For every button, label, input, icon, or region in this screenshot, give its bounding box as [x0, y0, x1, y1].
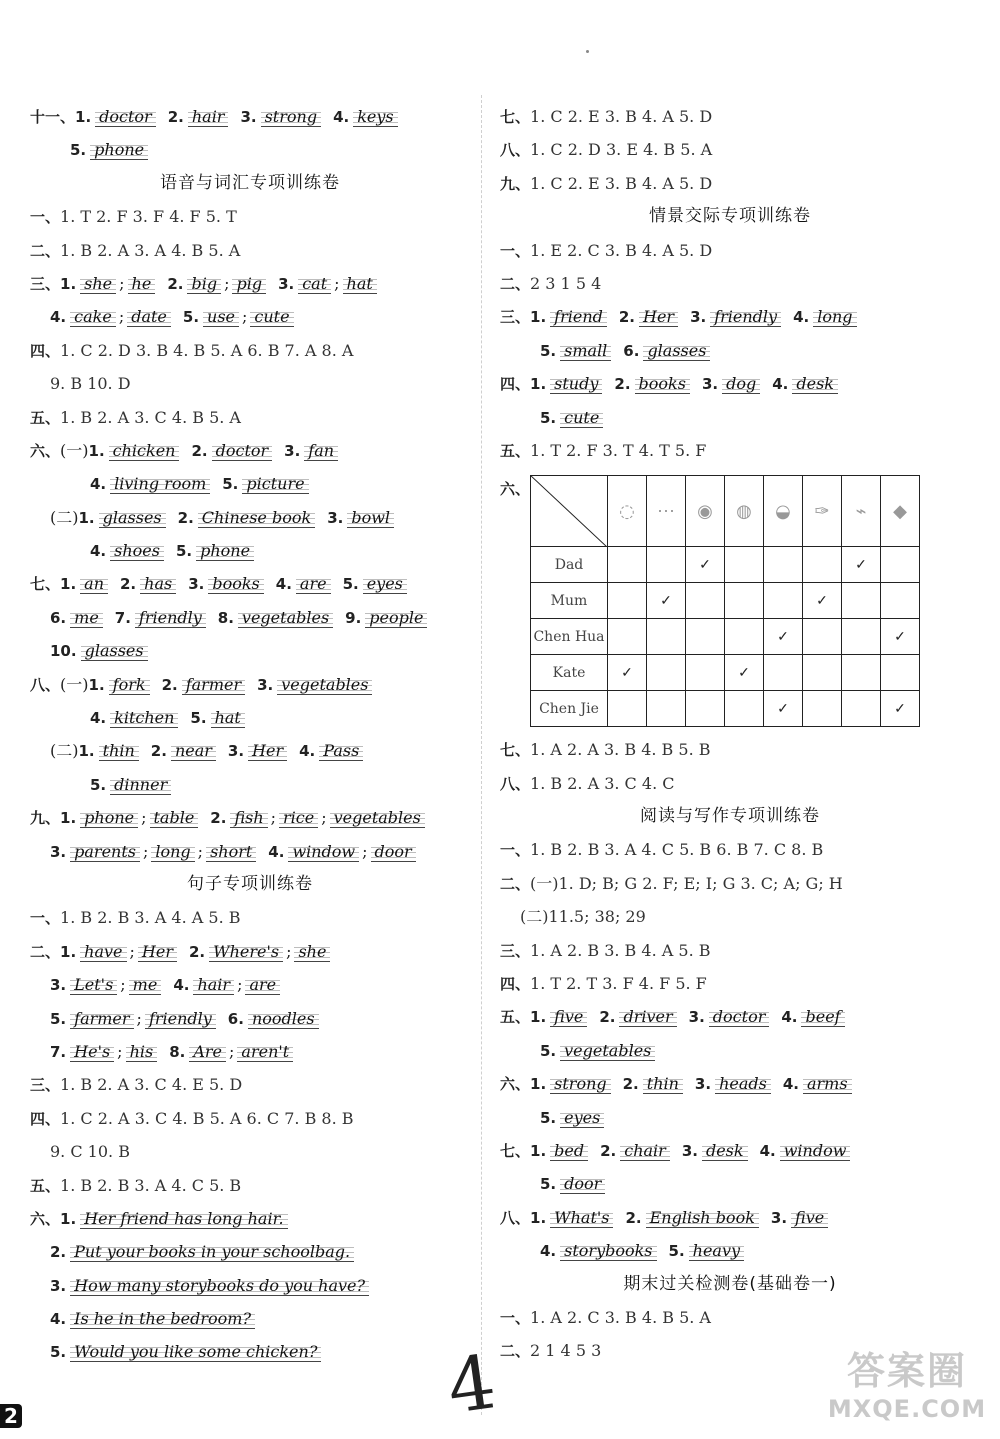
- column-divider: [481, 95, 482, 1415]
- answer-line: 四、1. C 2. A 3. C 4. B 5. A 6. C 7. B 8. B: [30, 1108, 354, 1128]
- answer-line: 八、1. B 2. A 3. C 4. C: [500, 773, 675, 793]
- answer-line: 一、1. B 2. B 3. A 4. A 5. B: [30, 908, 241, 928]
- header-corner-cell: [531, 476, 608, 547]
- answer-line: 二、(一)1. D; B; G 2. F; E; I; G 3. C; A; G; H: [500, 873, 843, 893]
- check-cell: ✓: [725, 655, 764, 691]
- right-column: [500, 100, 960, 1368]
- check-cell: ✓: [764, 619, 803, 655]
- answer-line: 七、1. A 2. A 3. B 4. B 5. B: [500, 740, 711, 760]
- check-cell: [764, 583, 803, 619]
- answer-line: 9. B 10. D: [50, 374, 131, 394]
- check-cell: [764, 655, 803, 691]
- answer-line: 四、1. T 2. T 3. F 4. F 5. F: [500, 974, 707, 994]
- check-cell: [686, 655, 725, 691]
- speck: [586, 50, 589, 53]
- check-cell: ✓: [764, 691, 803, 727]
- answer-line: (二)1. thin 2. near 3. Her 4. Pass: [30, 734, 470, 767]
- section-title: 阅读与写作专项训练卷: [640, 806, 820, 827]
- food-preference-table: [530, 475, 920, 727]
- check-cell: [647, 547, 686, 583]
- answer-line: 4. Is he in the bedroom?: [30, 1302, 470, 1335]
- answer-line: 四、1. study 2. books 3. dog 4. desk: [500, 367, 960, 400]
- answer-line: 七、1. bed 2. chair 3. desk 4. window: [500, 1134, 960, 1167]
- answer-line: 一、1. E 2. C 3. B 4. A 5. D: [500, 240, 713, 260]
- table-row: [531, 655, 920, 691]
- check-cell: [803, 655, 842, 691]
- answer-line: 5. Would you like some chicken?: [30, 1335, 470, 1368]
- row-label: Chen Hua: [531, 619, 608, 655]
- answer-line: 5. farmer ; friendly 6. noodles: [30, 1002, 470, 1035]
- check-cell: [881, 583, 920, 619]
- answer-line: 九、1. phone ; table 2. fish ; rice ; vegetables: [30, 801, 470, 834]
- food-icon: ◆: [881, 476, 920, 547]
- row-label: Kate: [531, 655, 608, 691]
- answer-line: 4. living room 5. picture: [30, 467, 470, 500]
- answer-line: 3. How many storybooks do you have?: [30, 1269, 470, 1302]
- answer-line: 一、1. A 2. C 3. B 4. B 5. A: [500, 1307, 711, 1327]
- answer-line: 4. cake ; date 5. use ; cute: [30, 300, 470, 333]
- food-icon: ◌: [608, 476, 647, 547]
- check-cell: [881, 655, 920, 691]
- check-cell: [725, 547, 764, 583]
- answer-line: 5. phone: [30, 133, 470, 166]
- check-cell: ✓: [842, 547, 881, 583]
- left-column: [30, 100, 470, 1369]
- answer-line: 三、1. B 2. A 3. C 4. E 5. D: [30, 1075, 243, 1095]
- check-cell: [842, 619, 881, 655]
- food-icon: ⋯: [647, 476, 686, 547]
- section-title: 句子专项训练卷: [187, 873, 313, 894]
- table-row: [531, 547, 920, 583]
- check-cell: [881, 547, 920, 583]
- answer-line: 一、1. B 2. B 3. A 4. C 5. B 6. B 7. C 8. B: [500, 840, 824, 860]
- food-icon: ◉: [686, 476, 725, 547]
- table-row: [531, 583, 920, 619]
- section-label-six: 六、: [500, 480, 531, 498]
- answer-line: 一、1. T 2. F 3. F 4. F 5. T: [30, 207, 237, 227]
- answer-line: 八、1. What's 2. English book 3. five: [500, 1201, 960, 1234]
- row-label: Mum: [531, 583, 608, 619]
- answer-line: 四、1. C 2. D 3. B 4. B 5. A 6. B 7. A 8. A: [30, 340, 354, 360]
- check-cell: ✓: [647, 583, 686, 619]
- answer-line: 二、2 1 4 5 3: [500, 1341, 602, 1361]
- answer-line: 5. small 6. glasses: [500, 334, 960, 367]
- check-cell: [608, 547, 647, 583]
- answer-line: (二)11.5; 38; 29: [520, 907, 646, 927]
- answer-line: 五、1. B 2. B 3. A 4. C 5. B: [30, 1175, 242, 1195]
- answer-line: 二、2 3 1 5 4: [500, 273, 602, 293]
- row-label: Chen Jie: [531, 691, 608, 727]
- page-number: 2: [0, 1404, 22, 1428]
- check-cell: ✓: [803, 583, 842, 619]
- check-cell: [842, 655, 881, 691]
- answer-line: 2. Put your books in your schoolbag.: [30, 1235, 470, 1268]
- answer-line: 5. vegetables: [500, 1034, 960, 1067]
- answer-line: 七、1. an 2. has 3. books 4. are 5. eyes: [30, 567, 470, 600]
- answer-line: 10. glasses: [30, 634, 470, 667]
- check-cell: [725, 583, 764, 619]
- check-cell: [803, 547, 842, 583]
- answer-line: 三、1. she ; he 2. big ; pig 3. cat ; hat: [30, 267, 470, 300]
- watermark-logo: 答案圈 MXQE.COM: [827, 1349, 987, 1423]
- check-cell: ✓: [686, 547, 725, 583]
- check-cell: [686, 691, 725, 727]
- check-cell: [842, 691, 881, 727]
- answer-line: 五、1. B 2. A 3. C 4. B 5. A: [30, 407, 241, 427]
- check-cell: [608, 691, 647, 727]
- answer-line: 5. dinner: [30, 768, 470, 801]
- answer-line: 五、1. five 2. driver 3. doctor 4. beef: [500, 1000, 960, 1033]
- check-cell: ✓: [881, 619, 920, 655]
- check-cell: [608, 583, 647, 619]
- food-icon: ⌁: [842, 476, 881, 547]
- answer-line: 3. parents ; long ; short 4. window ; door: [30, 835, 470, 868]
- answer-line: 七、1. C 2. E 3. B 4. A 5. D: [500, 107, 713, 126]
- check-cell: [764, 547, 803, 583]
- answer-line: 六、(一)1. chicken 2. doctor 3. fan: [30, 434, 470, 467]
- answer-line: 三、1. A 2. B 3. B 4. A 5. B: [500, 940, 711, 960]
- answer-line: 八、(一)1. fork 2. farmer 3. vegetables: [30, 668, 470, 701]
- answer-line: 5. door: [500, 1167, 960, 1200]
- check-cell: [608, 619, 647, 655]
- answer-line: 六、1. Her friend has long hair.: [30, 1202, 470, 1235]
- check-cell: [803, 691, 842, 727]
- answer-line: 4. shoes 5. phone: [30, 534, 470, 567]
- section-title: 语音与词汇专项训练卷: [160, 172, 340, 193]
- answer-line: 7. He's ; his 8. Are ; aren't: [30, 1035, 470, 1068]
- check-cell: [686, 619, 725, 655]
- check-cell: [647, 655, 686, 691]
- answer-line: 4. kitchen 5. hat: [30, 701, 470, 734]
- answer-line: (二)1. glasses 2. Chinese book 3. bowl: [30, 501, 470, 534]
- answer-line: 九、1. C 2. E 3. B 4. A 5. D: [500, 173, 713, 193]
- answer-line: 二、1. B 2. A 3. A 4. B 5. A: [30, 240, 241, 260]
- check-cell: [803, 619, 842, 655]
- answer-line: 六、1. strong 2. thin 3. heads 4. arms: [500, 1067, 960, 1100]
- answer-line: 9. C 10. B: [50, 1142, 130, 1162]
- answer-line: 八、1. C 2. D 3. E 4. B 5. A: [500, 140, 713, 160]
- row-label: Dad: [531, 547, 608, 583]
- check-cell: ✓: [881, 691, 920, 727]
- table-row: [531, 691, 920, 727]
- answer-line: 五、1. T 2. F 3. T 4. T 5. F: [500, 440, 707, 460]
- answer-line: 十一、1. doctor 2. hair 3. strong 4. keys: [30, 100, 470, 133]
- answer-line: 5. cute: [500, 401, 960, 434]
- answer-line: 三、1. friend 2. Her 3. friendly 4. long: [500, 300, 960, 333]
- food-icon: ◍: [725, 476, 764, 547]
- check-cell: [842, 583, 881, 619]
- answer-line: 4. storybooks 5. heavy: [500, 1234, 960, 1267]
- food-icon: ✑: [803, 476, 842, 547]
- check-cell: [725, 619, 764, 655]
- section-title: 期末过关检测卷(基础卷一): [623, 1273, 837, 1294]
- check-cell: [647, 691, 686, 727]
- food-icon: ◒: [764, 476, 803, 547]
- section-title: 情景交际专项训练卷: [649, 206, 811, 227]
- answer-line: 6. me 7. friendly 8. vegetables 9. people: [30, 601, 470, 634]
- handwritten-mark: 4: [442, 1339, 501, 1431]
- answer-line: 二、1. have ; Her 2. Where's ; she: [30, 935, 470, 968]
- answer-line: 5. eyes: [500, 1101, 960, 1134]
- check-cell: [725, 691, 764, 727]
- answer-line: 3. Let's ; me 4. hair ; are: [30, 968, 470, 1001]
- check-cell: [647, 619, 686, 655]
- check-cell: ✓: [608, 655, 647, 691]
- table-row: [531, 619, 920, 655]
- check-cell: [686, 583, 725, 619]
